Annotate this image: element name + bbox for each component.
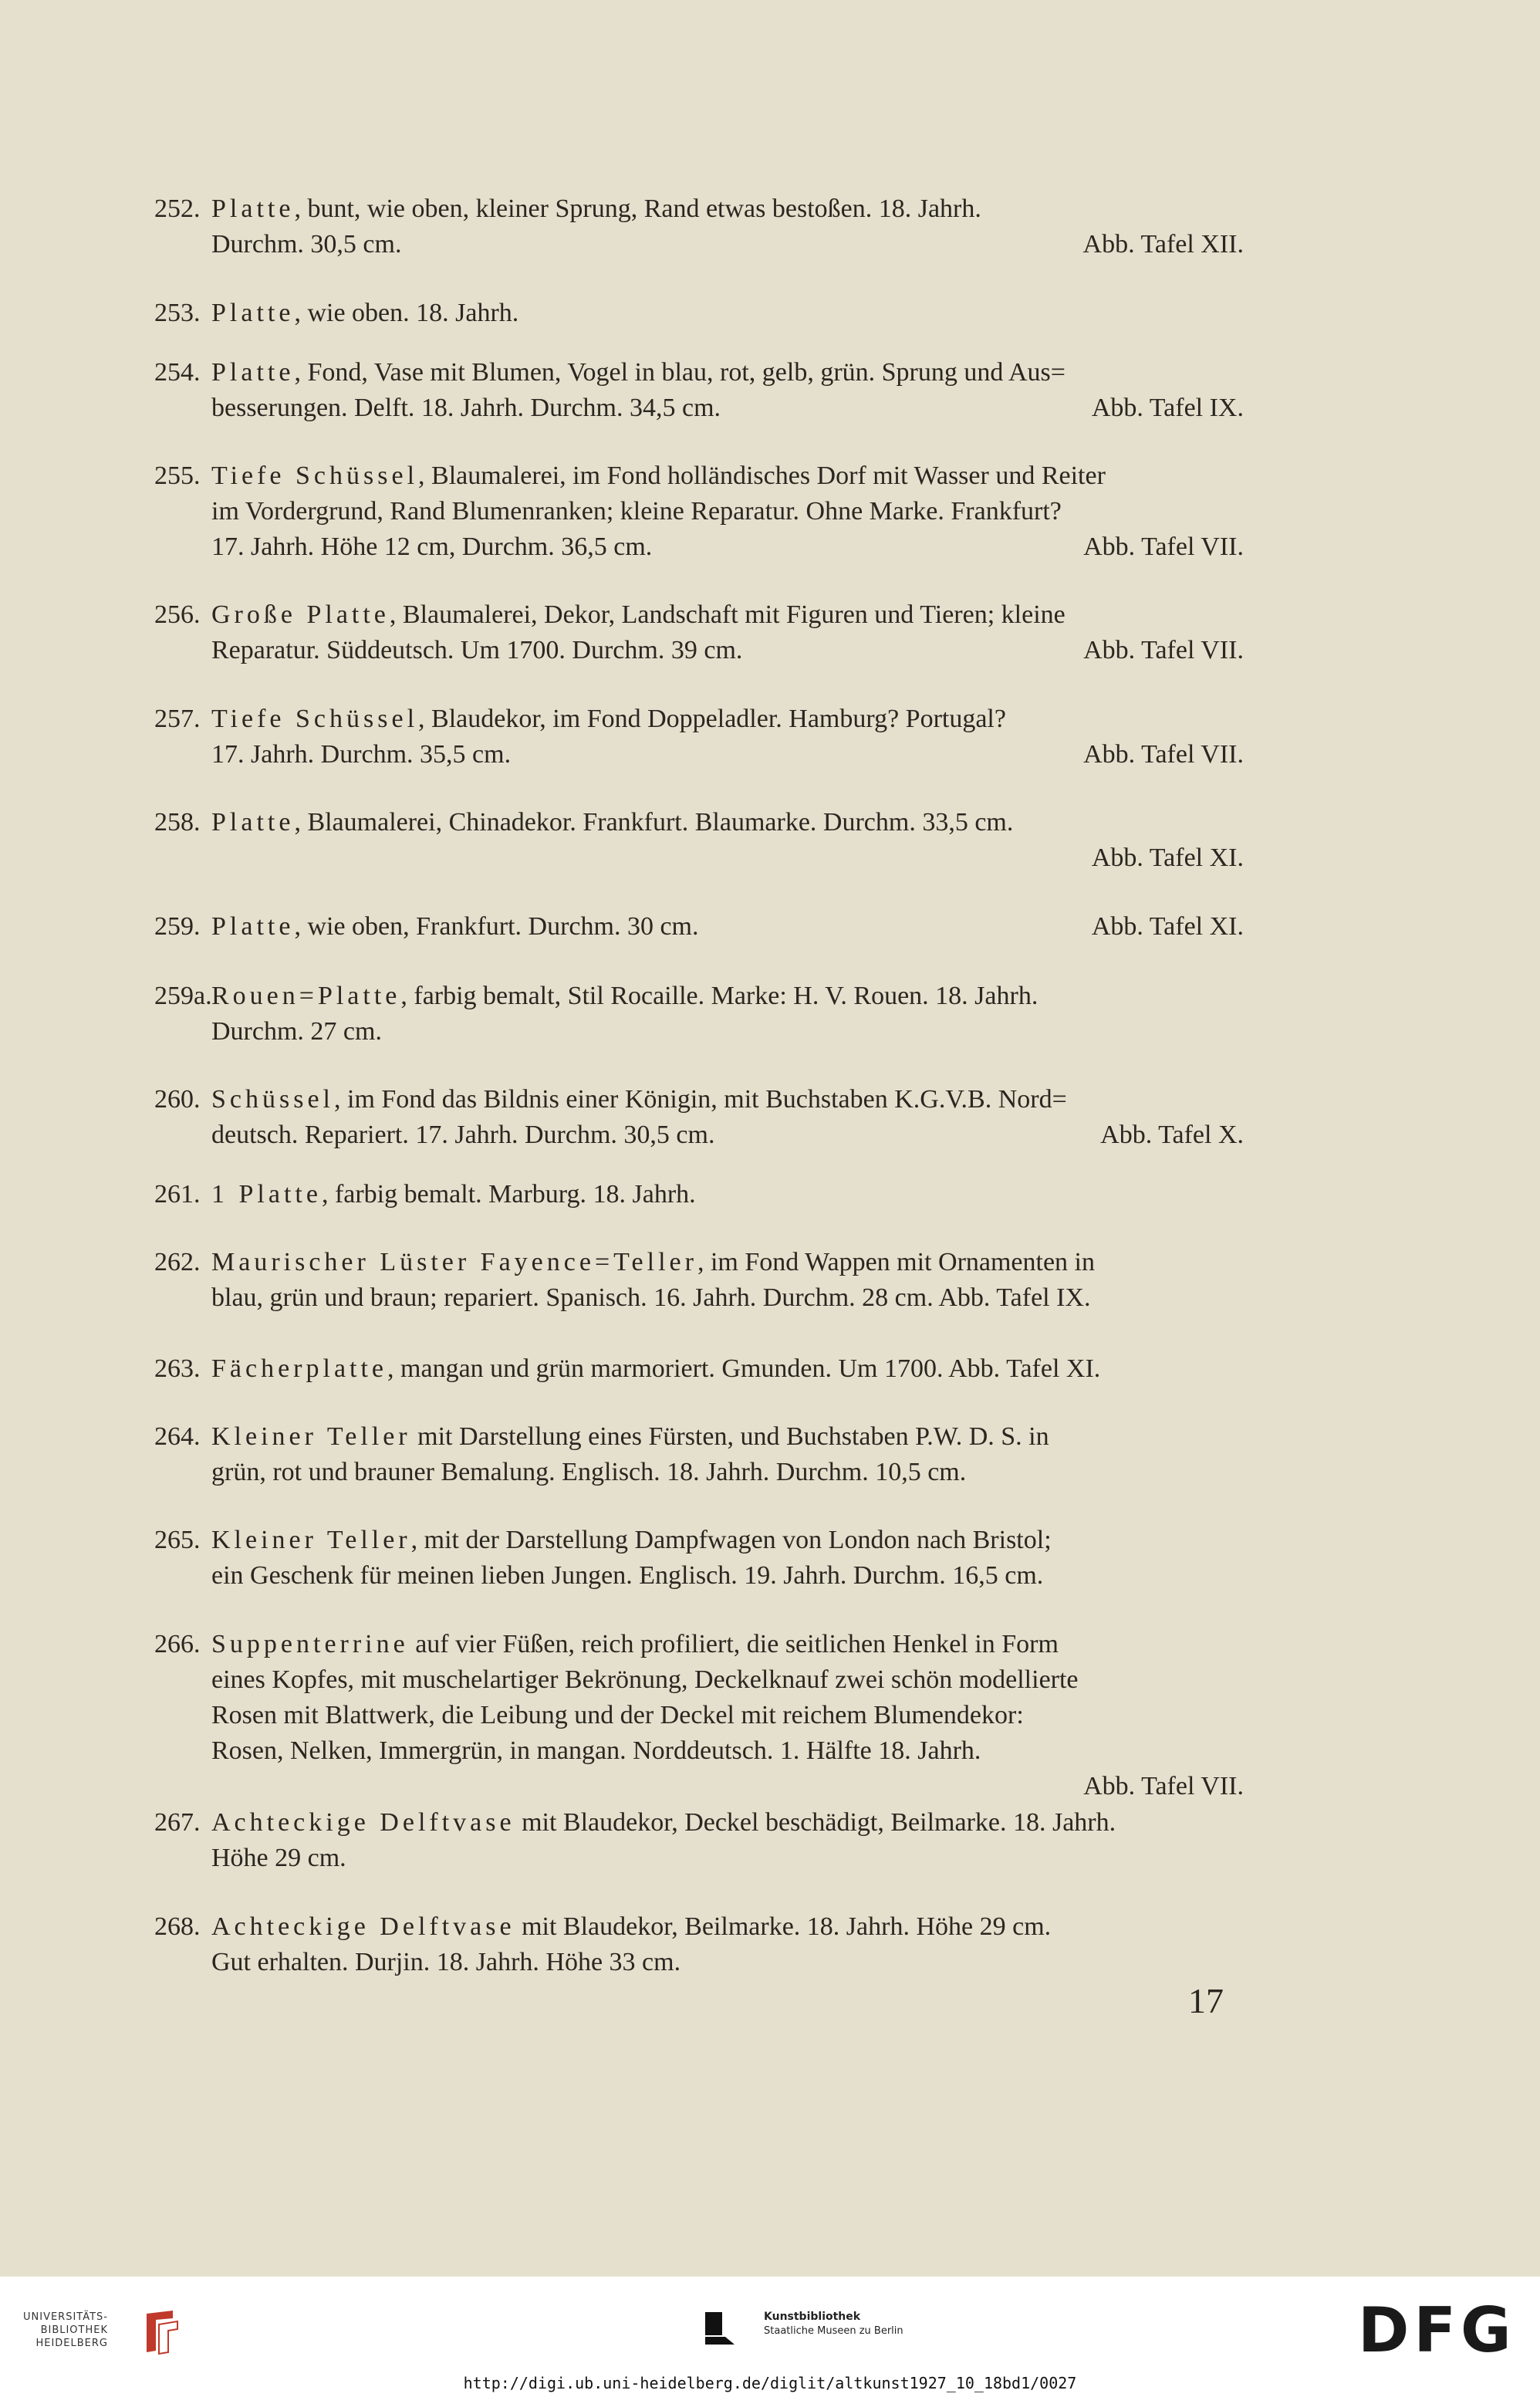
entry-line [154, 191, 1244, 227]
item-name: Platte [211, 912, 295, 941]
item-name: Rouen=Platte [211, 982, 401, 1010]
uni-line2: BIBLIOTHEK [40, 2324, 108, 2336]
item-name: Suppenterrine [211, 1630, 409, 1658]
entry-line [154, 227, 1244, 262]
entry-line [154, 1419, 1244, 1455]
catalog-entry [154, 597, 1244, 668]
entry-text: eines Kopfes, mit muschelartiger Bekrönung, Deckelknauf zwei schön modellierte [211, 1665, 1079, 1694]
entry-line [154, 1014, 1244, 1050]
entry-line [154, 909, 1244, 945]
catalog-entry [154, 1909, 1244, 1980]
item-name: Kleiner Teller [211, 1422, 411, 1451]
entry-number: 259. [154, 912, 201, 941]
catalog-entry [154, 909, 1244, 945]
entry-line [154, 979, 1244, 1014]
catalog-entry [154, 191, 1244, 262]
entry-text: , farbig bemalt. Marburg. 18. Jahrh. [321, 1180, 696, 1209]
entry-text: , farbig bemalt, Stil Rocaille. Marke: H. V. Rouen. 18. Jahrh. [400, 982, 1038, 1010]
page-number: 17 [1188, 1981, 1224, 2020]
kunstbibliothek-logo-text[interactable] [764, 2309, 903, 2338]
catalog-entry [154, 1351, 1244, 1387]
item-name: Achteckige Delftvase [211, 1912, 515, 1941]
entry-line [154, 1909, 1244, 1945]
entry-text: , wie oben, Frankfurt. Durchm. 30 cm. [294, 912, 699, 941]
entry-line [154, 355, 1244, 390]
entry-line [154, 1523, 1244, 1558]
entry-number: 265. [154, 1526, 201, 1554]
catalog-entry [154, 805, 1244, 876]
plate-reference: Abb. Tafel VII. [1083, 1772, 1244, 1800]
uni-library-logo-text[interactable] [23, 2311, 108, 2350]
plate-reference: Abb. Tafel XI. [1091, 912, 1244, 941]
entry-line [154, 597, 1244, 633]
entry-line [154, 1627, 1244, 1662]
dfg-logo[interactable]: DFG [1358, 2294, 1516, 2366]
catalog-entry [154, 1082, 1244, 1153]
kb-title: Kunstbibliothek [764, 2311, 861, 2323]
entry-line [154, 737, 1244, 773]
entry-text: mit Blaudekor, Deckel beschädigt, Beilmarke. 18. Jahrh. [515, 1808, 1116, 1837]
entry-line [154, 1841, 1244, 1876]
entry-line [154, 1082, 1244, 1117]
entry-line [154, 805, 1244, 840]
entry-number: 260. [154, 1085, 201, 1114]
catalog-entry [154, 1245, 1244, 1316]
entry-line [154, 1733, 1244, 1769]
catalog-entry [154, 1523, 1244, 1594]
item-name: Große Platte [211, 600, 390, 629]
item-name: Tiefe Schüssel [211, 705, 419, 733]
item-name: Fächerplatte [211, 1354, 388, 1383]
entry-number: 263. [154, 1354, 201, 1383]
entry-text: Durchm. 30,5 cm. [211, 230, 402, 259]
plate-reference: Abb. Tafel X. [1100, 1121, 1244, 1149]
plate-reference: Abb. Tafel IX. [1091, 394, 1244, 422]
entry-line [154, 494, 1244, 529]
entry-line [154, 1280, 1244, 1316]
entry-line [154, 1769, 1244, 1804]
entry-line [154, 1662, 1244, 1698]
entry-line [154, 390, 1244, 426]
entry-number: 258. [154, 808, 201, 837]
entry-line [154, 1558, 1244, 1594]
entry-text: , mit der Darstellung Dampfwagen von London nach Bristol; [410, 1526, 1052, 1554]
entry-number: 261. [154, 1180, 201, 1209]
catalog-entry [154, 702, 1244, 773]
catalog-entry [154, 979, 1244, 1050]
plate-reference: Abb. Tafel VII. [1083, 636, 1244, 664]
plate-reference: Abb. Tafel VII. [1083, 740, 1244, 769]
entry-line [154, 1455, 1244, 1490]
item-name: Platte [211, 808, 295, 837]
entry-text: Rosen, Nelken, Immergrün, in mangan. Norddeutsch. 1. Hälfte 18. Jahrh. [211, 1736, 981, 1765]
entry-number: 257. [154, 705, 201, 733]
entry-text: besserungen. Delft. 18. Jahrh. Durchm. 34,5 cm. [211, 394, 721, 422]
entry-text: 17. Jahrh. Höhe 12 cm, Durchm. 36,5 cm. [211, 532, 653, 561]
entry-text: , Blaudekor, im Fond Doppeladler. Hamburg? Portugal? [418, 705, 1006, 733]
entry-number: 262. [154, 1248, 201, 1276]
item-name: Achteckige Delftvase [211, 1808, 515, 1837]
uni-logo-icon [142, 2309, 184, 2355]
catalog-entry [154, 1177, 1244, 1212]
entry-line [154, 840, 1244, 876]
entry-text: , im Fond Wappen mit Ornamenten in [697, 1248, 1096, 1276]
uni-line1: UNIVERSITÄTS- [23, 2311, 108, 2323]
entry-number: 268. [154, 1912, 201, 1941]
item-name: Maurischer Lüster Fayence=Teller [211, 1248, 697, 1276]
entry-text: Gut erhalten. Durjin. 18. Jahrh. Höhe 33 cm. [211, 1948, 681, 1976]
catalog-entry [154, 296, 1244, 331]
entry-text: mit Darstellung eines Fürsten, und Buchstaben P.W. D. S. in [410, 1422, 1049, 1451]
entry-text: , bunt, wie oben, kleiner Sprung, Rand etwas bestoßen. 18. Jahrh. [294, 194, 981, 223]
entry-number: 259a. [154, 982, 212, 1010]
entry-line [154, 1945, 1244, 1980]
entry-line [154, 633, 1244, 668]
entry-line [154, 1351, 1244, 1387]
entry-text: blau, grün und braun; repariert. Spanisch. 16. Jahrh. Durchm. 28 cm. Abb. Tafel IX. [211, 1283, 1091, 1312]
catalog-entry [154, 458, 1244, 565]
entry-line [154, 1805, 1244, 1841]
plate-reference: Abb. Tafel VII. [1083, 532, 1244, 561]
catalog-entry [154, 1627, 1244, 1804]
catalog-entry [154, 1805, 1244, 1876]
entry-number: 256. [154, 600, 201, 629]
plate-reference: Abb. Tafel XII. [1082, 230, 1244, 259]
entry-text: , Blaumalerei, Dekor, Landschaft mit Figuren und Tieren; kleine [389, 600, 1066, 629]
entry-text: Durchm. 27 cm. [211, 1017, 382, 1046]
entry-number: 266. [154, 1630, 201, 1658]
kb-subtitle: Staatliche Museen zu Berlin [764, 2325, 903, 2337]
item-name: Platte [211, 358, 295, 387]
entry-line [154, 702, 1244, 737]
plate-reference: Abb. Tafel XI. [1091, 844, 1244, 872]
entry-line [154, 529, 1244, 565]
item-name: Platte [211, 194, 295, 223]
entry-line [154, 1117, 1244, 1153]
entry-line [154, 1177, 1244, 1212]
entry-text: grün, rot und brauner Bemalung. Englisch. 18. Jahrh. Durchm. 10,5 cm. [211, 1458, 967, 1486]
catalog-entry [154, 1419, 1244, 1490]
item-name: Platte [211, 299, 295, 327]
entry-number: 254. [154, 358, 201, 387]
uni-line3: HEIDELBERG [35, 2338, 108, 2349]
entry-text: 17. Jahrh. Durchm. 35,5 cm. [211, 740, 512, 769]
entry-number: 264. [154, 1422, 201, 1451]
entry-text: Reparatur. Süddeutsch. Um 1700. Durchm. 39 cm. [211, 636, 743, 664]
entry-text: , wie oben. 18. Jahrh. [294, 299, 519, 327]
item-name: Schüssel [211, 1085, 334, 1114]
entry-line [154, 458, 1244, 494]
entry-text: Rosen mit Blattwerk, die Leibung und der Deckel mit reichem Blumendekor: [211, 1701, 1024, 1729]
entry-text: , Blaumalerei, im Fond holländisches Dorf mit Wasser und Reiter [418, 461, 1106, 490]
entry-text: , Fond, Vase mit Blumen, Vogel in blau, rot, gelb, grün. Sprung und Aus= [294, 358, 1066, 387]
entry-line [154, 1245, 1244, 1280]
entry-text: Höhe 29 cm. [211, 1844, 346, 1872]
entry-line [154, 1698, 1244, 1733]
entry-number: 255. [154, 461, 201, 490]
item-name: Kleiner Teller [211, 1526, 411, 1554]
source-url-link[interactable]: http://digi.ub.uni-heidelberg.de/diglit/altkunst1927_10_18bd1/0027 [463, 2374, 1077, 2392]
item-name: 1 Platte [211, 1180, 322, 1209]
entry-number: 252. [154, 194, 201, 223]
catalog-entry [154, 355, 1244, 426]
entry-line [154, 296, 1244, 331]
entry-text: , im Fond das Bildnis einer Königin, mit Buchstaben K.G.V.B. Nord= [334, 1085, 1067, 1114]
kunstbibliothek-logo-icon [704, 2311, 738, 2348]
entry-text: im Vordergrund, Rand Blumenranken; kleine Reparatur. Ohne Marke. Frankfurt? [211, 497, 1062, 526]
entry-number: 253. [154, 299, 201, 327]
entry-text: ein Geschenk für meinen lieben Jungen. Englisch. 19. Jahrh. Durchm. 16,5 cm. [211, 1561, 1044, 1590]
entry-text: mit Blaudekor, Beilmarke. 18. Jahrh. Höhe 29 cm. [515, 1912, 1052, 1941]
footer-bar [0, 2277, 1540, 2397]
entry-text: , mangan und grün marmoriert. Gmunden. Um 1700. Abb. Tafel XI. [387, 1354, 1101, 1383]
entry-text: deutsch. Repariert. 17. Jahrh. Durchm. 30,5 cm. [211, 1121, 715, 1149]
entry-text: , Blaumalerei, Chinadekor. Frankfurt. Blaumarke. Durchm. 33,5 cm. [294, 808, 1014, 837]
item-name: Tiefe Schüssel [211, 461, 419, 490]
entry-number: 267. [154, 1808, 201, 1837]
entry-text: auf vier Füßen, reich profiliert, die seitlichen Henkel in Form [408, 1630, 1059, 1658]
